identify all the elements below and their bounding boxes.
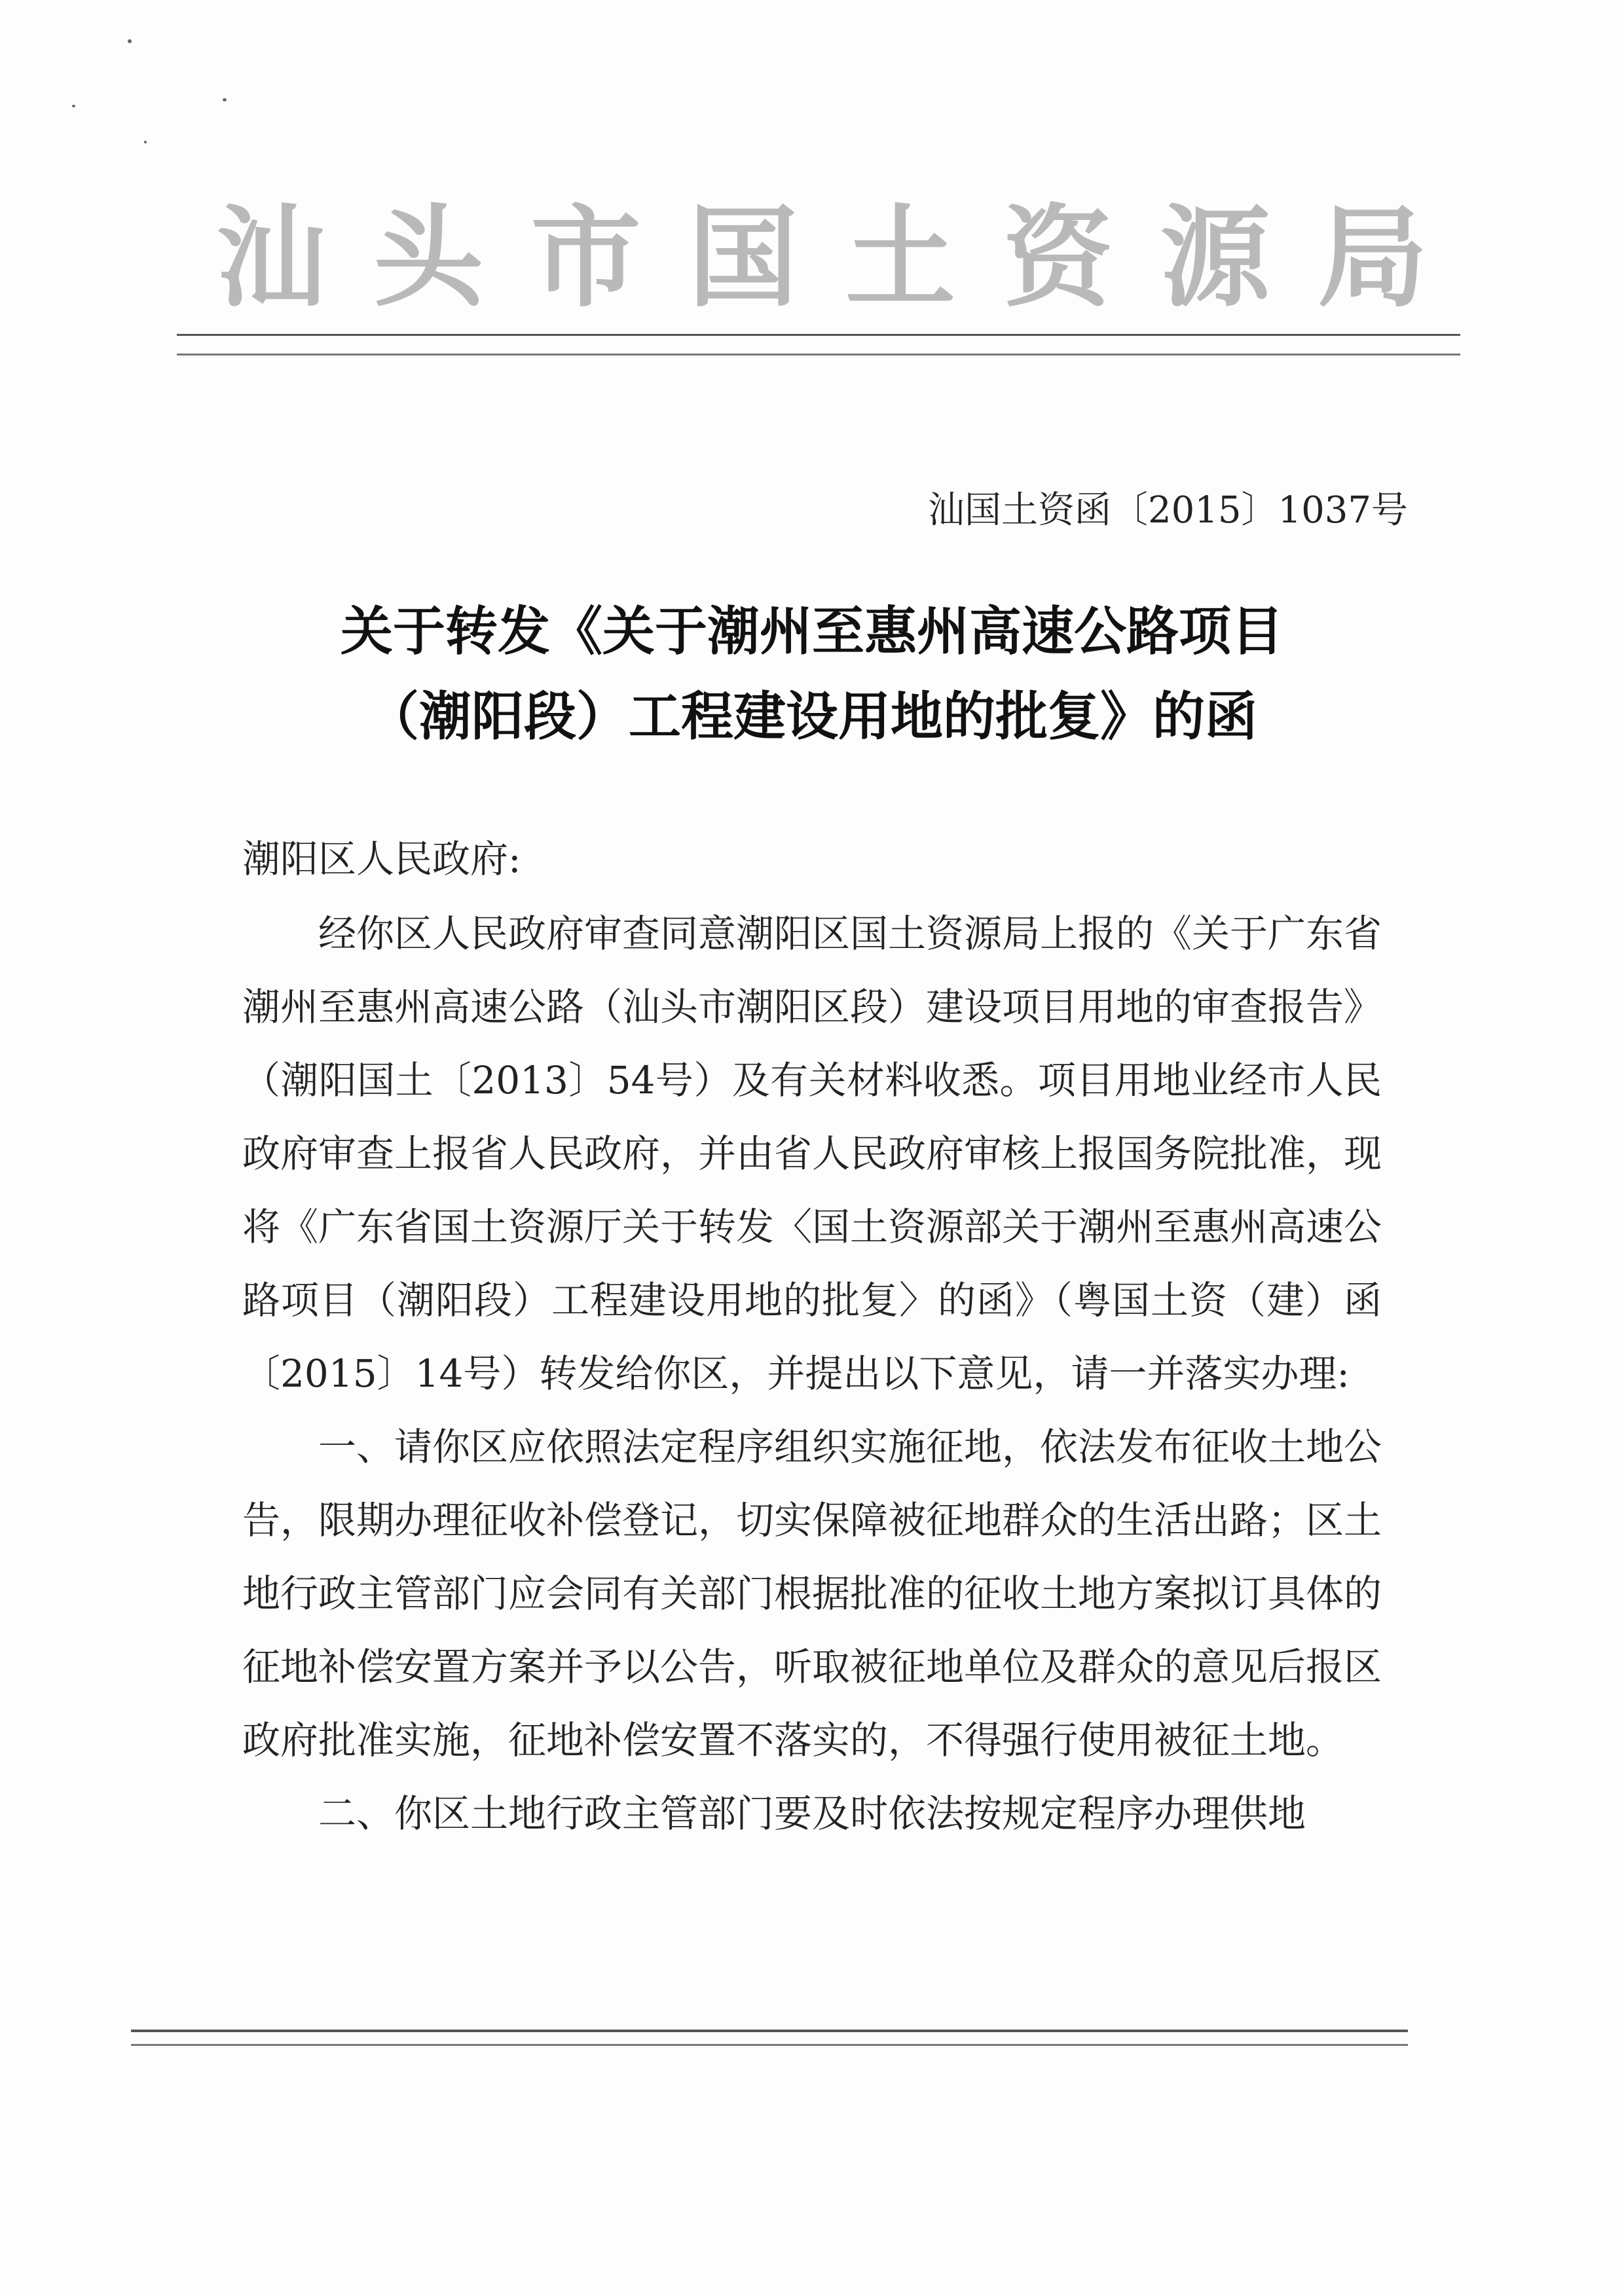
body-paragraph: 二、你区土地行政主管部门要及时依法按规定程序办理供地 [318, 1791, 1306, 1836]
body-paragraph: 经你区人民政府审查同意潮阳区国土资源局上报的《关于广东省潮州至惠州高速公路（汕头市潮阳区段）建设项目用地的审查报告》（潮阳国土〔2013〕54号）及有关材料收悉。项目用地业经市人民政府审查上报省人民政府，并由省人民政府审核上报国务院批准，现将《广东省国土资源厅关于转发〈国土资源部关于潮州至惠州高速公路项目（潮阳段）工程建设用地的批复〉的函》（粤国土资（建）函〔2015〕14号）转发给你区，并提出以下意见，请一并落实办理: [242, 911, 1382, 1396]
title-line: （潮阳段）工程建设用地的批复》的函 [367, 686, 1257, 747]
agency-char: 土 [845, 192, 956, 322]
document-number: 汕国土资函〔2015〕1037号 [927, 489, 1408, 532]
agency-char: 源 [1160, 192, 1270, 322]
recipient: 潮阳区人民政府: [242, 837, 521, 881]
agency-letterhead [216, 177, 1428, 321]
document-body [242, 897, 1382, 1850]
title-line: 关于转发《关于潮州至惠州高速公路项目 [341, 601, 1283, 662]
header-divider [177, 354, 1460, 355]
agency-char: 汕 [216, 192, 326, 322]
body-paragraph: 一、请你区应依照法定程序组织实施征地，依法发布征收土地公告，限期办理征收补偿登记，切实保障被征地群众的生活出路；区土地行政主管部门应会同有关部门根据批准的征收土地方案拟订具体的征地补偿安置方案并予以公告，听取被征地单位及群众的意见后报区政府批准实施，征地补偿安置不落实的，不得强行使用被征土地。 [242, 1425, 1382, 1762]
footer-divider [131, 2044, 1408, 2046]
scan-speck [144, 141, 147, 143]
header-divider [177, 334, 1460, 336]
agency-char: 局 [1317, 192, 1428, 322]
scan-speck [128, 39, 132, 43]
agency-char: 资 [1003, 192, 1113, 322]
agency-char: 市 [530, 192, 641, 322]
scan-speck [72, 105, 75, 107]
footer-divider [131, 2030, 1408, 2032]
agency-char: 国 [688, 192, 798, 322]
scan-speck [223, 98, 227, 101]
document-title [131, 589, 1493, 759]
agency-char: 头 [373, 192, 484, 322]
